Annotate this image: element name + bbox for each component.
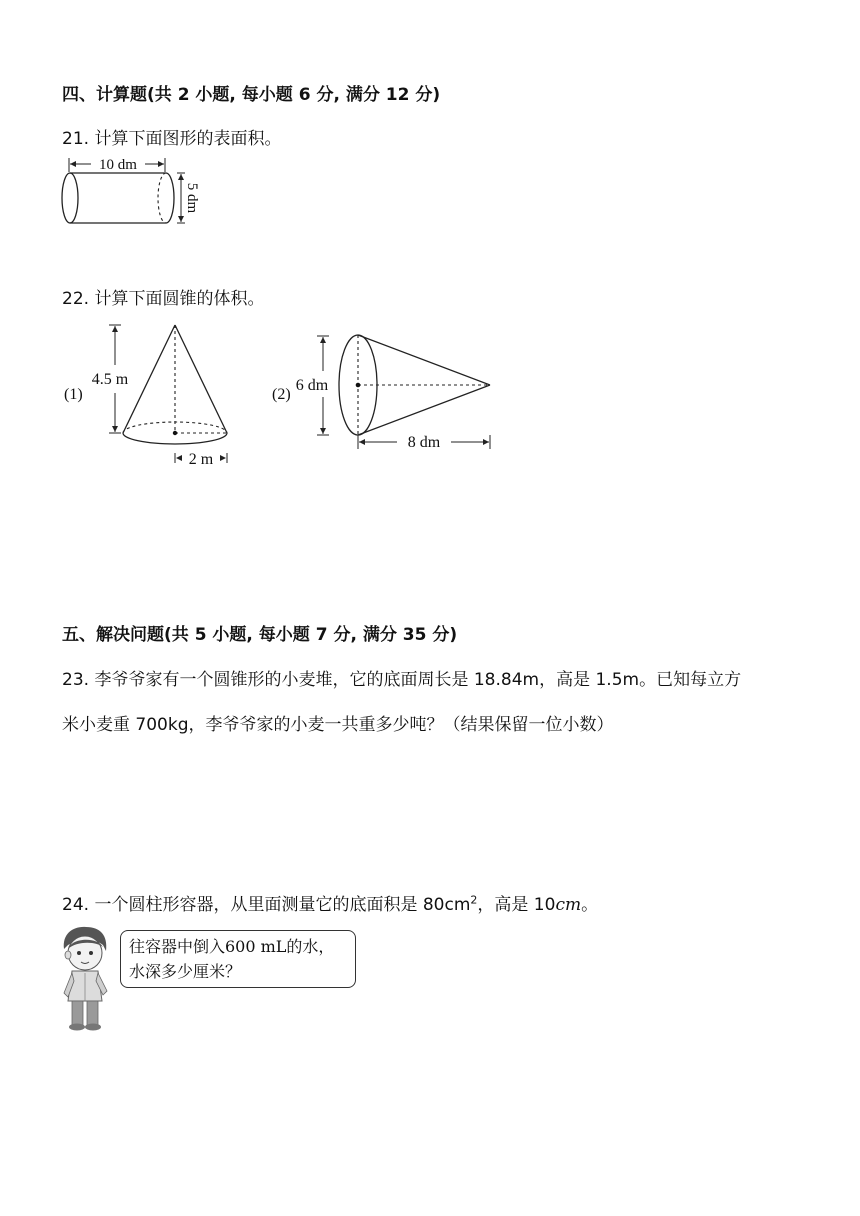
cone1-radius-label: 2 m [188,451,214,468]
cylinder-length-label: 10 dm [99,157,137,173]
speech-bubble-line-2: 水深多少厘米？ [129,962,242,981]
cone2-height-label: 8 dm [407,434,441,451]
question-24-unit: cm [555,895,582,915]
boy-illustration [58,925,120,1033]
cone2-diameter-label: 6 dm [295,377,329,394]
cone-figure-2 [295,325,500,455]
speech-bubble-line-1: 往容器中倒入600 mL的水， [129,937,335,956]
section-4-title: 四、计算题(共 2 小题, 每小题 6 分, 满分 12 分) [62,85,441,105]
cone-figure-1 [85,315,245,470]
question-22-text: 22. 计算下面圆锥的体积。 [62,289,265,309]
question-24-text-c: 。 [581,895,599,915]
speech-bubble [120,930,356,988]
question-23-line-1: 23. 李爷爷家有一个圆锥形的小麦堆，它的底面周长是 18.84m，高是 1.5m。已知每立方 [62,670,742,690]
cylinder-height-label: 5 dm [184,182,200,214]
question-23-line-2: 米小麦重 700kg，李爷爷家的小麦一共重多少吨？（结果保留一位小数） [62,715,614,735]
cylinder-figure [55,150,215,235]
figure-1-number: (1) [64,386,83,403]
figure-2-number: (2) [272,386,291,403]
question-24-text-a: 24. 一个圆柱形容器，从里面测量它的底面积是 80cm [62,895,471,915]
question-24-superscript: 2 [470,893,478,907]
cone1-height-label: 4.5 m [91,371,129,388]
question-21-text: 21. 计算下面图形的表面积。 [62,129,282,149]
question-24-text-b: ，高是 10 [477,895,556,915]
section-5-title: 五、解决问题(共 5 小题, 每小题 7 分, 满分 35 分) [62,625,458,645]
question-24-text [62,890,598,915]
